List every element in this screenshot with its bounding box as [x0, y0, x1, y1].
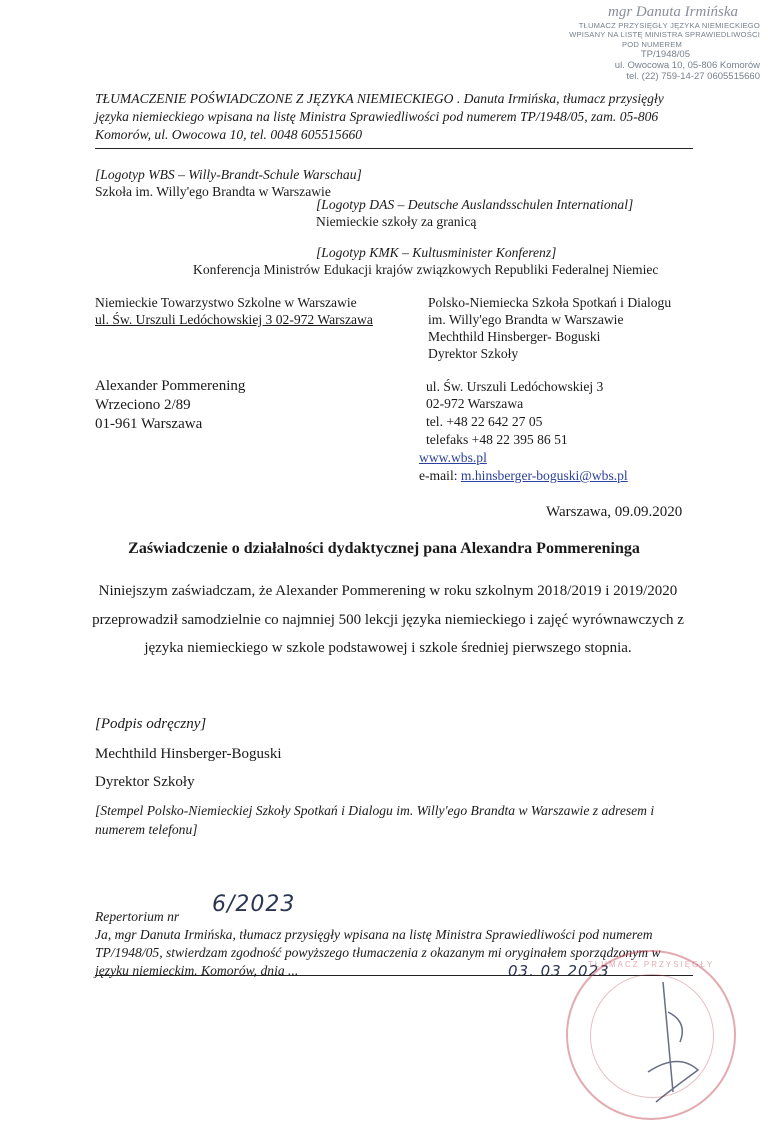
email-link[interactable]: m.hinsberger-boguski@wbs.pl [460, 468, 628, 483]
school-stamp-note: [Stempel Polsko-Niemieckiej Szkoły Spotkań i Dialogu im. Willy'ego Brandta w Warszawie z adresem i numerem telefonu] [95, 803, 655, 837]
stamp-line: POD NUMEREM [622, 39, 682, 49]
signature-mark [568, 952, 738, 1122]
seal-text: TŁUMACZ PRZYSIĘGŁY [587, 960, 715, 969]
translation-header: TŁUMACZENIE POŚWIADCZONE Z JĘZYKA NIEMIECKIEGO . Danuta Irmińska, tłumacz przysięgły języka niemieckiego wpisana na listę Ministra Sprawiedliwości pod numerem TP/1948/05, zam. 05-806 Komorów, ul. Owocowa 10, tel. 0048 605515660 [95, 91, 664, 142]
right-org-line: Polsko-Niemiecka Szkoła Spotkań i Dialogu [428, 295, 672, 310]
body-paragraph: Niniejszym zaświadczam, że Alexander Pommerening w roku szkolnym 2018/2019 i 2019/2020 przeprowadził samodzielnie co najmniej 500 lekcji języka niemieckiego i zajęć wyrównawczych z języka niemieckiego w szkole podstawowej i szkole średniej pierwszego stopnia. [92, 583, 684, 656]
repertorium-number: 6/2023 [212, 892, 296, 917]
stamp-line: TŁUMACZ PRZYSIĘGŁY JĘZYKA NIEMIECKIEGO [578, 21, 760, 30]
stamp-line: WPISANY NA LISTĘ MINISTRA SPRAWIEDLIWOŚCI [569, 30, 760, 40]
website-link-text[interactable]: www.wbs.pl [419, 450, 487, 465]
das-name: Niemieckie szkoły za granicą [316, 214, 477, 229]
right-org-line: Dyrektor Szkoły [428, 346, 519, 361]
signatory-name: Mechthild Hinsberger-Boguski [95, 746, 282, 762]
email-line [419, 467, 628, 484]
contact-city: 02-972 Warszawa [426, 396, 524, 411]
signature-note: [Podpis odręczny] [95, 716, 207, 732]
translator-round-seal [566, 950, 736, 1120]
recipient-name: Alexander Pommerening [95, 378, 246, 394]
wbs-school-name: Szkoła im. Willy'ego Brandta w Warszawie [95, 184, 331, 199]
website-link[interactable] [419, 449, 487, 466]
left-org-address: ul. Św. Urszuli Ledóchowskiej 3 02-972 Warszawa [95, 312, 373, 327]
right-org-line: Mechthild Hinsberger- Boguski [428, 329, 601, 344]
contact-tel: tel. +48 22 642 27 05 [426, 414, 543, 429]
document-date: Warszawa, 09.09.2020 [546, 504, 683, 520]
translator-stamp [520, 4, 760, 100]
certification-text: Ja, mgr Danuta Irmińska, tłumacz przysięgły wpisana na listę Ministra Sprawiedliwości pod numerem TP/1948/05, stwierdzam zgodność powyższego tłumaczenia z okazanym mi oryginałem sporządzonym w języku niemieckim. Komorów, dnia ... [95, 927, 661, 978]
stamp-reg: TP/1948/05 [640, 49, 690, 61]
contact-fax: telefaks +48 22 395 86 51 [426, 432, 568, 447]
das-logo-note: [Logotyp DAS – Deutsche Auslandsschulen International] [316, 197, 634, 212]
email-label: e-mail: [419, 468, 461, 483]
contact-street: ul. Św. Urszuli Ledóchowskiej 3 [426, 379, 604, 394]
left-org-name: Niemieckie Towarzystwo Szkolne w Warszawie [95, 295, 357, 310]
signatory-role: Dyrektor Szkoły [95, 774, 195, 790]
document-title: Zaświadczenie o działalności dydaktycznej pana Alexandra Pommereninga [128, 540, 640, 557]
header-divider [95, 148, 693, 149]
recipient-city: 01-961 Warszawa [95, 416, 203, 432]
kmk-logo-note: [Logotyp KMK – Kultusminister Konferenz] [316, 245, 557, 260]
stamp-name: mgr Danuta Irmińska [608, 4, 738, 20]
stamp-address: ul. Owocowa 10, 05-806 Komorów [614, 60, 760, 72]
stamp-phone: tel. (22) 759-14-27 0605515660 [626, 71, 760, 83]
certification-date: 03. 03 2023 [508, 962, 610, 980]
kmk-name: Konferencja Ministrów Edukacji krajów związkowych Republiki Federalnej Niemiec [193, 262, 659, 277]
repertorium-label: Repertorium nr [95, 909, 180, 924]
wbs-logo-note: [Logotyp WBS – Willy-Brandt-Schule Warschau] [95, 167, 362, 182]
right-org-line: im. Willy'ego Brandta w Warszawie [428, 312, 624, 327]
recipient-street: Wrzeciono 2/89 [95, 397, 191, 413]
